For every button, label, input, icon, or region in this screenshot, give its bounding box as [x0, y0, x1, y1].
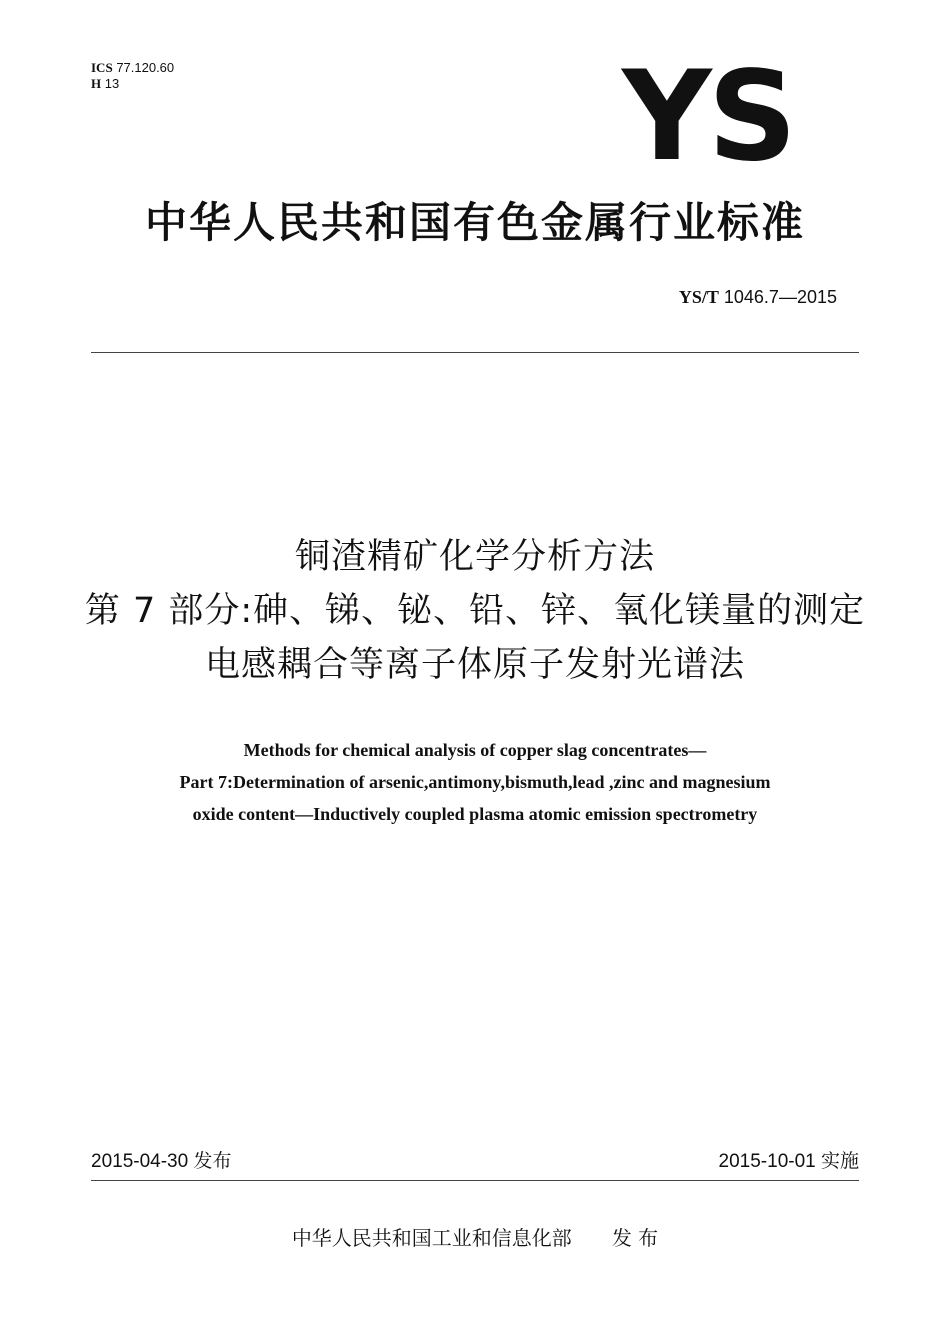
h-line: H 13 [91, 76, 120, 91]
standard-title: 中华人民共和国有色金属行业标准 [144, 198, 805, 247]
english-title [0, 734, 950, 830]
en-title-line-2: Part 7:Determination of arsenic,antimony,bismuth,lead ,zinc and magnesium [179, 772, 771, 792]
chinese-title [0, 530, 950, 692]
publisher-name: 中华人民共和国工业和信息化部 [291, 1226, 572, 1250]
ics-line: ICS 77.120.60 [91, 60, 175, 75]
publisher [0, 1222, 950, 1251]
ys-logo: YS [622, 45, 794, 189]
en-title-line-3: oxide content—Inductively coupled plasma atomic emission spectrometry [192, 804, 758, 824]
en-title-line-1: Methods for chemical analysis of copper slag concentrates— [243, 740, 707, 760]
issue-date: 2015-04-30 发布 [91, 1151, 232, 1172]
cn-title-line-1: 铜渣精矿化学分析方法 [294, 537, 655, 577]
cn-title-line-3: 电感耦合等离子体原子发射光谱法 [204, 645, 745, 685]
top-divider [91, 352, 859, 353]
standard-number: YS/T 1046.7—2015 [678, 287, 837, 307]
implement-date: 2015-10-01 实施 [718, 1151, 859, 1172]
cn-title-line-2: 第 7 部分:砷、锑、铋、铅、锌、氧化镁量的测定 [84, 591, 866, 631]
classification-codes [91, 60, 174, 92]
publisher-action: 发 布 [611, 1226, 659, 1250]
bottom-divider [91, 1180, 859, 1181]
